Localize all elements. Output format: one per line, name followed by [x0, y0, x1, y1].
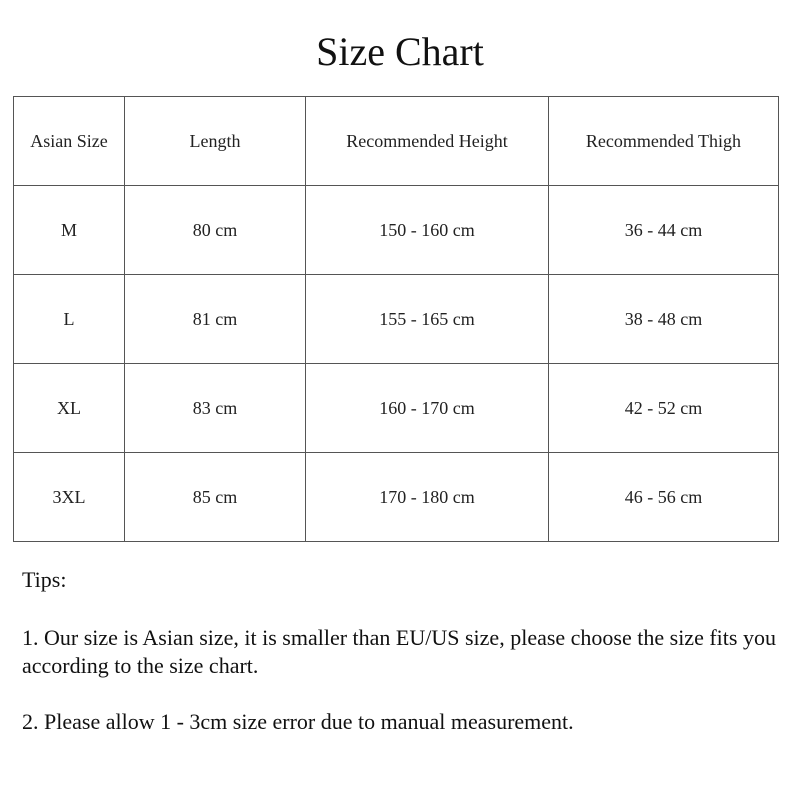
cell-thigh: 36 - 44 cm — [549, 186, 779, 275]
cell-length: 83 cm — [125, 364, 306, 453]
table-row — [14, 453, 779, 542]
header-recommended-thigh: Recommended Thigh — [549, 97, 779, 186]
table-row — [14, 364, 779, 453]
cell-size: L — [14, 275, 125, 364]
size-chart-table — [13, 96, 779, 542]
cell-thigh: 42 - 52 cm — [549, 364, 779, 453]
header-length: Length — [125, 97, 306, 186]
cell-height: 160 - 170 cm — [306, 364, 549, 453]
page-title: Size Chart — [316, 29, 484, 74]
table-row — [14, 186, 779, 275]
cell-length: 81 cm — [125, 275, 306, 364]
tips-heading: Tips: — [22, 567, 67, 592]
table-row — [14, 275, 779, 364]
cell-size: XL — [14, 364, 125, 453]
table-header-row — [14, 97, 779, 186]
tip-item: 2. Please allow 1 - 3cm size error due to manual measurement. — [22, 709, 574, 734]
header-recommended-height: Recommended Height — [306, 97, 549, 186]
tips-section — [22, 566, 792, 736]
cell-length: 80 cm — [125, 186, 306, 275]
cell-size: M — [14, 186, 125, 275]
tip-item: 1. Our size is Asian size, it is smaller than EU/US size, please choose the size fits you according to the size chart. — [22, 625, 776, 678]
cell-thigh: 46 - 56 cm — [549, 453, 779, 542]
cell-height: 170 - 180 cm — [306, 453, 549, 542]
header-asian-size: Asian Size — [14, 97, 125, 186]
cell-height: 150 - 160 cm — [306, 186, 549, 275]
cell-height: 155 - 165 cm — [306, 275, 549, 364]
cell-thigh: 38 - 48 cm — [549, 275, 779, 364]
cell-size: 3XL — [14, 453, 125, 542]
cell-length: 85 cm — [125, 453, 306, 542]
